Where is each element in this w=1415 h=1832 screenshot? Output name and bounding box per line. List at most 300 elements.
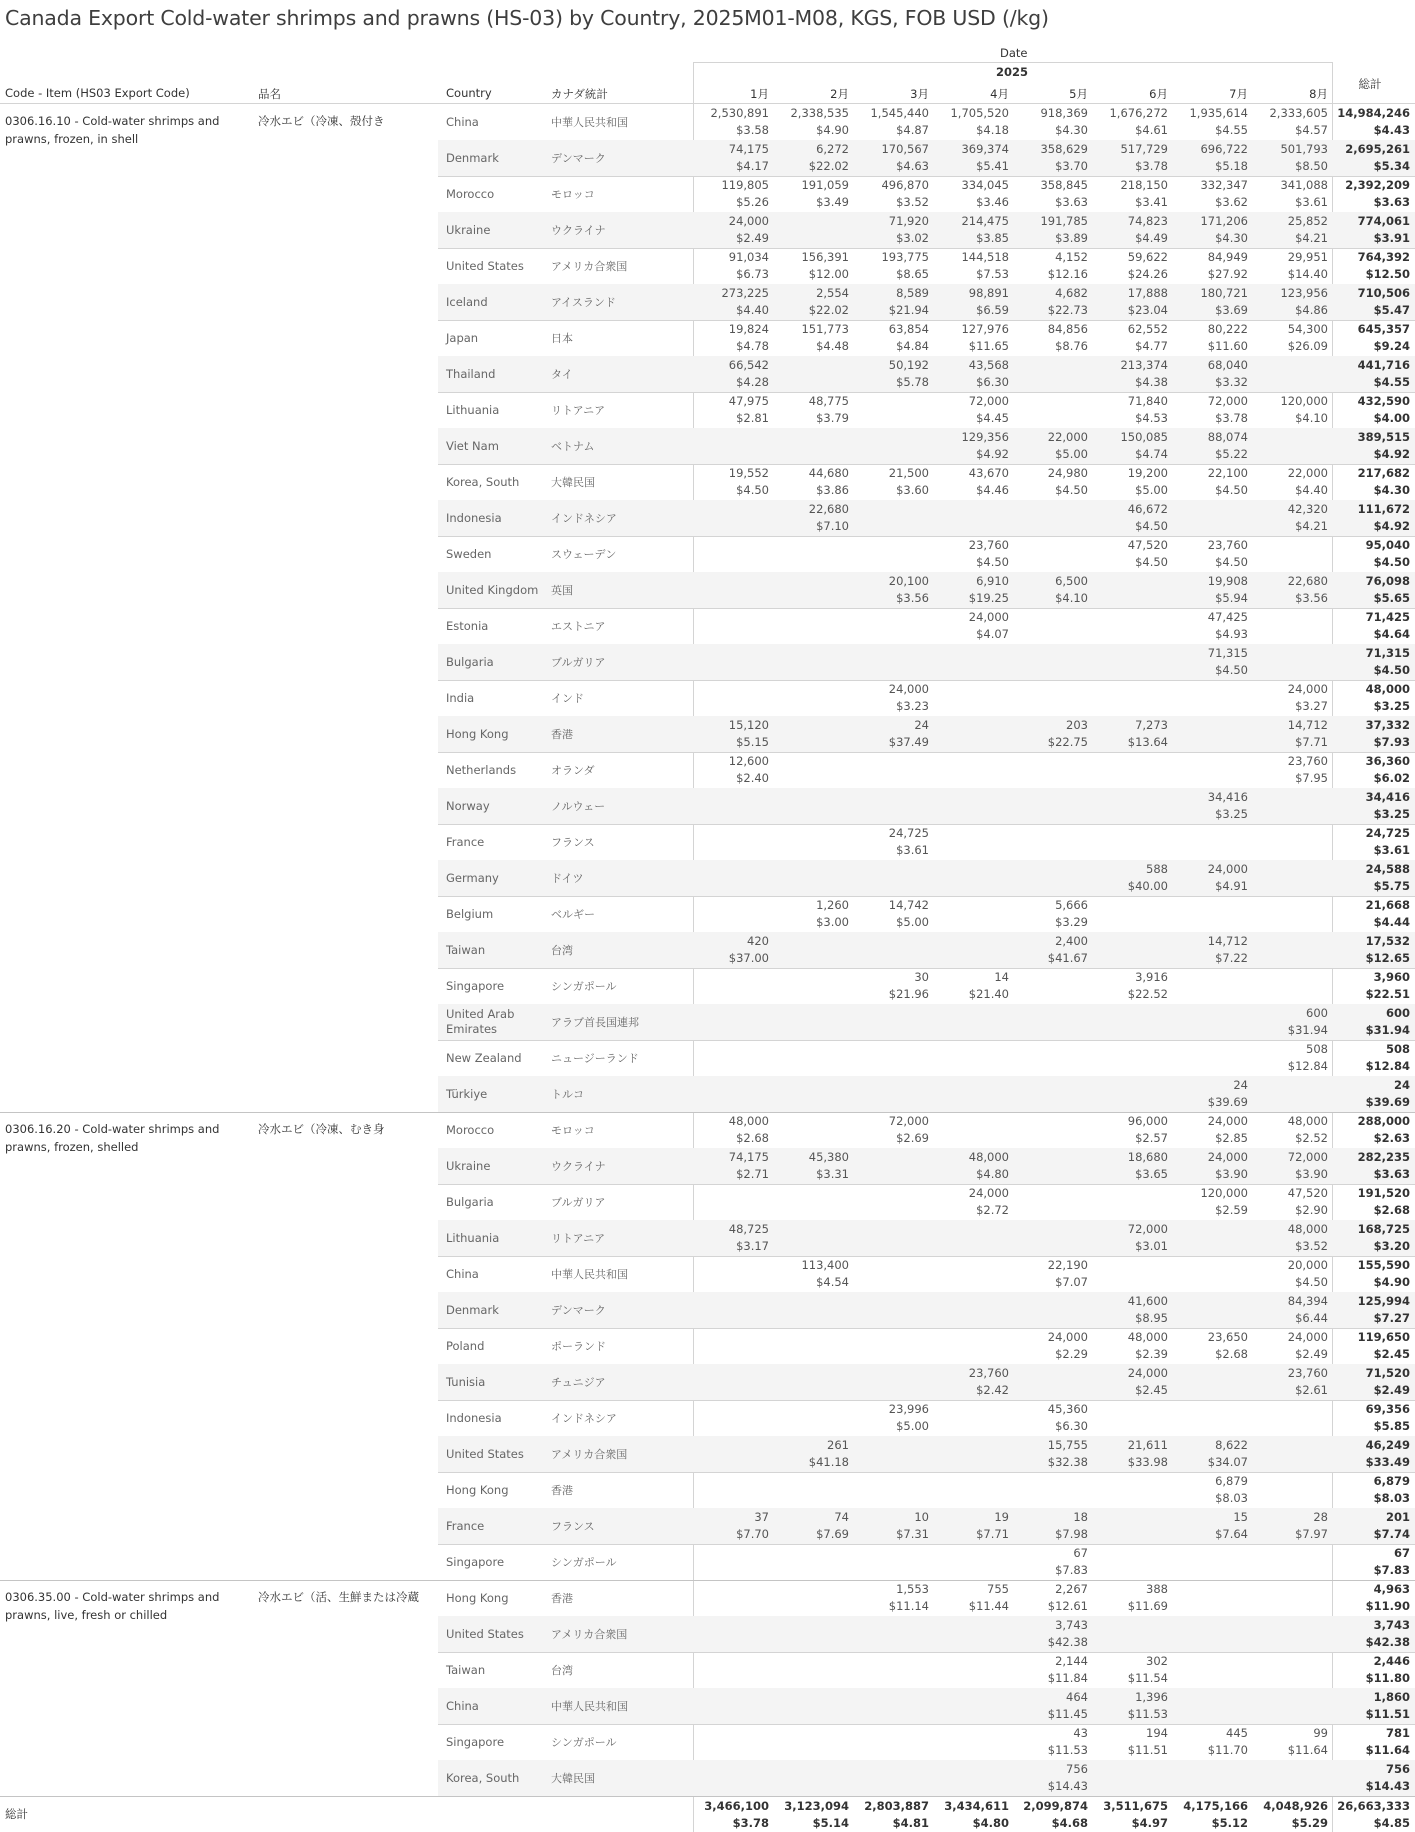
table-row[interactable] [438, 392, 1415, 428]
table-row[interactable] [438, 1544, 1415, 1580]
month-value-cell[interactable] [857, 141, 929, 175]
month-value-cell[interactable] [1016, 1257, 1088, 1291]
month-value-cell[interactable] [1176, 1077, 1248, 1111]
month-value-cell[interactable] [1256, 177, 1328, 211]
month-value-cell[interactable] [1256, 1149, 1328, 1183]
row-total-cell[interactable] [1334, 177, 1410, 211]
month-value-cell[interactable] [1096, 393, 1168, 427]
month-value-cell[interactable] [1256, 1365, 1328, 1399]
row-total-cell[interactable] [1334, 861, 1410, 895]
month-value-cell[interactable] [857, 1401, 929, 1435]
month-value-cell[interactable] [1256, 753, 1328, 787]
jp-name-column-header[interactable]: 品名 [258, 87, 281, 101]
month-value-cell[interactable] [937, 969, 1009, 1003]
table-row[interactable] [438, 320, 1415, 356]
month-value-cell[interactable] [937, 465, 1009, 499]
quantity-kg: 19 [994, 1510, 1009, 1524]
quantity-kg: 15,120 [728, 718, 769, 732]
month-value-cell[interactable] [1096, 429, 1168, 463]
month-value-cell[interactable] [937, 429, 1009, 463]
month-value-cell[interactable] [1096, 285, 1168, 319]
row-total-cell[interactable] [1334, 141, 1410, 175]
month-value-cell[interactable] [1016, 177, 1088, 211]
month-value-cell[interactable] [1096, 357, 1168, 391]
month-value-cell[interactable] [857, 573, 929, 607]
month-value-cell[interactable] [1256, 465, 1328, 499]
month-value-cell[interactable] [937, 393, 1009, 427]
month-value-cell[interactable] [1176, 1725, 1248, 1759]
month-value-cell[interactable] [1016, 897, 1088, 931]
table-row[interactable] [438, 1076, 1415, 1112]
table-row[interactable] [438, 968, 1415, 1004]
month-value-cell[interactable] [1256, 573, 1328, 607]
table-row[interactable] [438, 860, 1415, 896]
month-value-cell[interactable] [697, 753, 769, 787]
row-total-cell[interactable] [1334, 321, 1410, 355]
month-value-cell[interactable] [697, 1113, 769, 1147]
month-value-cell[interactable] [1016, 1617, 1088, 1651]
month-value-cell[interactable] [1096, 1581, 1168, 1615]
month-value-cell[interactable] [857, 717, 929, 751]
row-total-cell[interactable] [1334, 897, 1410, 931]
month-value-cell[interactable] [1096, 1329, 1168, 1363]
month-value-cell[interactable] [697, 213, 769, 247]
month-value-cell[interactable] [1016, 933, 1088, 967]
table-row[interactable] [438, 716, 1415, 752]
quantity-kg: 72,000 [1207, 394, 1248, 408]
month-value-cell[interactable] [777, 1798, 849, 1832]
month-value-cell[interactable] [1176, 1149, 1248, 1183]
row-total-cell[interactable] [1334, 645, 1410, 679]
month-value-cell[interactable] [857, 465, 929, 499]
quantity-kg: 217,682 [1357, 466, 1410, 480]
table-row[interactable] [438, 1580, 1415, 1616]
month-value-cell[interactable] [697, 321, 769, 355]
row-total-cell[interactable] [1334, 573, 1410, 607]
row-total-cell[interactable] [1334, 1545, 1410, 1579]
row-total-cell[interactable] [1334, 393, 1410, 427]
row-total-cell[interactable] [1334, 789, 1410, 823]
country-column-header[interactable]: Country [446, 86, 492, 100]
month-value-cell[interactable] [1256, 285, 1328, 319]
code-column-header[interactable]: Code - Item (HS03 Export Code) [5, 86, 190, 100]
month-value-cell[interactable] [937, 1149, 1009, 1183]
month-value-cell[interactable] [1016, 213, 1088, 247]
table-row[interactable] [438, 1184, 1415, 1220]
month-value-cell[interactable] [1016, 105, 1088, 139]
month-value-cell[interactable] [937, 1509, 1009, 1543]
month-value-cell[interactable] [857, 177, 929, 211]
month-value-cell[interactable] [1176, 429, 1248, 463]
month-value-cell[interactable] [937, 573, 1009, 607]
month-value-cell[interactable] [777, 285, 849, 319]
row-total-cell[interactable] [1334, 1617, 1410, 1651]
row-total-cell[interactable] [1334, 1401, 1410, 1435]
month-value-cell[interactable] [1176, 1113, 1248, 1147]
row-total-cell[interactable] [1334, 249, 1410, 283]
month-value-cell[interactable] [1096, 1798, 1168, 1832]
table-row[interactable] [438, 1616, 1415, 1652]
month-value-cell[interactable] [1176, 1329, 1248, 1363]
month-header[interactable]: 4月 [990, 87, 1009, 101]
month-value-cell[interactable] [697, 141, 769, 175]
month-value-cell[interactable] [937, 1365, 1009, 1399]
month-value-cell[interactable] [697, 249, 769, 283]
row-total-cell[interactable] [1334, 1437, 1410, 1471]
month-value-cell[interactable] [777, 897, 849, 931]
month-value-cell[interactable] [1096, 1113, 1168, 1147]
canada-stats-column-header[interactable]: カナダ統計 [551, 87, 608, 101]
month-value-cell[interactable] [1096, 1437, 1168, 1471]
month-value-cell[interactable] [777, 1509, 849, 1543]
month-value-cell[interactable] [1176, 609, 1248, 643]
month-value-cell[interactable] [1016, 1581, 1088, 1615]
month-value-cell[interactable] [1096, 1653, 1168, 1687]
table-row[interactable] [438, 1148, 1415, 1184]
table-row[interactable] [438, 428, 1415, 464]
table-row[interactable] [438, 284, 1415, 320]
month-value-cell[interactable] [777, 465, 849, 499]
month-value-cell[interactable] [1096, 861, 1168, 895]
month-value-cell[interactable] [1016, 1653, 1088, 1687]
month-value-cell[interactable] [1016, 141, 1088, 175]
month-value-cell[interactable] [857, 321, 929, 355]
row-total-cell[interactable] [1334, 1581, 1410, 1615]
month-value-cell[interactable] [777, 501, 849, 535]
month-value-cell[interactable] [697, 357, 769, 391]
row-total-cell[interactable] [1334, 1041, 1410, 1075]
month-value-cell[interactable] [1256, 105, 1328, 139]
month-value-cell[interactable] [937, 609, 1009, 643]
month-value-cell[interactable] [1096, 105, 1168, 139]
month-value-cell[interactable] [697, 1149, 769, 1183]
month-value-cell[interactable] [1176, 933, 1248, 967]
row-total-cell[interactable] [1334, 933, 1410, 967]
table-row[interactable] [438, 1652, 1415, 1688]
month-value-cell[interactable] [857, 681, 929, 715]
month-value-cell[interactable] [1016, 717, 1088, 751]
month-value-cell[interactable] [1016, 285, 1088, 319]
month-value-cell[interactable] [1096, 1149, 1168, 1183]
month-value-cell[interactable] [1256, 1041, 1328, 1075]
table-row[interactable] [438, 1364, 1415, 1400]
table-row[interactable] [438, 464, 1415, 500]
month-value-cell[interactable] [697, 465, 769, 499]
month-value-cell[interactable] [1176, 573, 1248, 607]
table-row[interactable] [438, 356, 1415, 392]
table-row[interactable] [438, 644, 1415, 680]
month-value-cell[interactable] [1096, 537, 1168, 571]
month-value-cell[interactable] [1256, 141, 1328, 175]
month-value-cell[interactable] [777, 177, 849, 211]
row-total-cell[interactable] [1334, 537, 1410, 571]
row-total-cell[interactable] [1334, 969, 1410, 1003]
month-value-cell[interactable] [1016, 573, 1088, 607]
table-row[interactable] [438, 1508, 1415, 1544]
month-value-cell[interactable] [1176, 1473, 1248, 1507]
row-total-cell[interactable] [1334, 753, 1410, 787]
table-row[interactable] [438, 572, 1415, 608]
table-row[interactable] [438, 104, 1415, 140]
month-value-cell[interactable] [1256, 1798, 1328, 1832]
table-row[interactable] [438, 1400, 1415, 1436]
month-value-cell[interactable] [937, 1185, 1009, 1219]
month-value-cell[interactable] [1176, 177, 1248, 211]
table-row[interactable] [438, 1760, 1415, 1796]
month-value-cell[interactable] [1016, 1689, 1088, 1723]
month-value-cell[interactable] [1096, 1725, 1168, 1759]
month-value-cell[interactable] [1256, 249, 1328, 283]
month-value-cell[interactable] [937, 141, 1009, 175]
month-value-cell[interactable] [857, 1798, 929, 1832]
table-row[interactable] [438, 1112, 1415, 1148]
row-total-cell[interactable] [1334, 429, 1410, 463]
row-total-cell[interactable] [1334, 681, 1410, 715]
month-value-cell[interactable] [697, 105, 769, 139]
month-value-cell[interactable] [937, 285, 1009, 319]
month-value-cell[interactable] [1176, 321, 1248, 355]
quantity-kg: 71,840 [1127, 394, 1168, 408]
month-value-cell[interactable] [1096, 177, 1168, 211]
month-value-cell[interactable] [777, 141, 849, 175]
month-value-cell[interactable] [937, 537, 1009, 571]
month-header[interactable]: 1月 [750, 87, 769, 101]
table-row[interactable] [438, 824, 1415, 860]
month-value-cell[interactable] [1256, 213, 1328, 247]
month-value-cell[interactable] [937, 357, 1009, 391]
row-total-cell[interactable] [1334, 1365, 1410, 1399]
table-row[interactable] [438, 212, 1415, 248]
month-value-cell[interactable] [1016, 1329, 1088, 1363]
row-total-cell[interactable] [1334, 825, 1410, 859]
month-value-cell[interactable] [1176, 105, 1248, 139]
month-value-cell[interactable] [857, 285, 929, 319]
month-header[interactable]: 5月 [1069, 87, 1088, 101]
month-value-cell[interactable] [857, 1509, 929, 1543]
month-value-cell[interactable] [1176, 141, 1248, 175]
table-row[interactable] [438, 932, 1415, 968]
row-total-cell[interactable] [1334, 1221, 1410, 1255]
row-total-cell[interactable] [1334, 1798, 1410, 1832]
month-value-cell[interactable] [1096, 1293, 1168, 1327]
month-value-cell[interactable] [1096, 1689, 1168, 1723]
month-value-cell[interactable] [1176, 537, 1248, 571]
table-row[interactable] [438, 788, 1415, 824]
row-total-cell[interactable] [1334, 213, 1410, 247]
month-value-cell[interactable] [1256, 681, 1328, 715]
month-value-cell[interactable] [1016, 1401, 1088, 1435]
month-value-cell[interactable] [1176, 645, 1248, 679]
table-row[interactable] [438, 1724, 1415, 1760]
month-value-cell[interactable] [1096, 501, 1168, 535]
month-value-cell[interactable] [1256, 1293, 1328, 1327]
row-total-cell[interactable] [1334, 1005, 1410, 1039]
month-value-cell[interactable] [1016, 249, 1088, 283]
month-value-cell[interactable] [697, 285, 769, 319]
table-row[interactable] [438, 176, 1415, 212]
month-value-cell[interactable] [1176, 249, 1248, 283]
month-value-cell[interactable] [857, 213, 929, 247]
month-value-cell[interactable] [777, 249, 849, 283]
month-value-cell[interactable] [1096, 213, 1168, 247]
row-total-cell[interactable] [1334, 1257, 1410, 1291]
month-header[interactable]: 8月 [1309, 87, 1328, 101]
month-value-cell[interactable] [1256, 1005, 1328, 1039]
table-row[interactable] [438, 1256, 1415, 1292]
month-value-cell[interactable] [697, 1221, 769, 1255]
month-value-cell[interactable] [777, 105, 849, 139]
quantity-kg: 6,910 [976, 574, 1009, 588]
month-value-cell[interactable] [1016, 1437, 1088, 1471]
row-total-cell[interactable] [1334, 1149, 1410, 1183]
table-row[interactable] [438, 536, 1415, 572]
month-value-cell[interactable] [1176, 213, 1248, 247]
month-value-cell[interactable] [1016, 1798, 1088, 1832]
month-value-cell[interactable] [1016, 429, 1088, 463]
month-value-cell[interactable] [1096, 1365, 1168, 1399]
month-value-cell[interactable] [1256, 321, 1328, 355]
month-value-cell[interactable] [937, 249, 1009, 283]
month-value-cell[interactable] [1256, 1185, 1328, 1219]
month-value-cell[interactable] [1176, 861, 1248, 895]
month-value-cell[interactable] [857, 357, 929, 391]
month-value-cell[interactable] [1176, 1798, 1248, 1832]
row-total-cell[interactable] [1334, 1761, 1410, 1795]
quantity-kg: 46,249 [1365, 1438, 1410, 1452]
month-value-cell[interactable] [1176, 285, 1248, 319]
table-row[interactable] [438, 1004, 1415, 1040]
month-value-cell[interactable] [857, 825, 929, 859]
month-value-cell[interactable] [937, 177, 1009, 211]
month-value-cell[interactable] [1256, 1329, 1328, 1363]
table-row[interactable] [438, 608, 1415, 644]
row-total-cell[interactable] [1334, 1185, 1410, 1219]
table-row[interactable] [438, 1292, 1415, 1328]
month-value-cell[interactable] [1256, 501, 1328, 535]
month-value-cell[interactable] [1256, 393, 1328, 427]
month-value-cell[interactable] [1096, 1221, 1168, 1255]
month-value-cell[interactable] [697, 717, 769, 751]
row-total-cell[interactable] [1334, 717, 1410, 751]
quantity-kg: 600 [1306, 1006, 1328, 1020]
month-value-cell[interactable] [857, 1113, 929, 1147]
month-value-cell[interactable] [777, 393, 849, 427]
month-value-cell[interactable] [777, 1437, 849, 1471]
row-total-cell[interactable] [1334, 1293, 1410, 1327]
month-value-cell[interactable] [697, 177, 769, 211]
row-total-cell[interactable] [1334, 1473, 1410, 1507]
row-total-cell[interactable] [1334, 1653, 1410, 1687]
table-row[interactable] [438, 896, 1415, 932]
month-value-cell[interactable] [1016, 1761, 1088, 1795]
month-value-cell[interactable] [1176, 1509, 1248, 1543]
row-total-cell[interactable] [1334, 501, 1410, 535]
month-value-cell[interactable] [777, 321, 849, 355]
month-value-cell[interactable] [1256, 1725, 1328, 1759]
month-header[interactable]: 2月 [830, 87, 849, 101]
table-row[interactable] [438, 1472, 1415, 1508]
month-value-cell[interactable] [937, 213, 1009, 247]
table-row[interactable] [438, 248, 1415, 284]
month-value-cell[interactable] [857, 105, 929, 139]
row-total-cell[interactable] [1334, 357, 1410, 391]
row-total-cell[interactable] [1334, 1689, 1410, 1723]
month-header[interactable]: 6月 [1149, 87, 1168, 101]
row-total-cell[interactable] [1334, 1329, 1410, 1363]
table-row[interactable] [438, 1040, 1415, 1076]
total-column-header[interactable]: 総計 [1358, 77, 1382, 91]
month-header[interactable]: 7月 [1229, 87, 1248, 101]
month-value-cell[interactable] [1176, 1185, 1248, 1219]
month-value-cell[interactable] [1016, 1725, 1088, 1759]
row-total-cell[interactable] [1334, 1113, 1410, 1147]
table-row[interactable] [438, 1220, 1415, 1256]
month-value-cell[interactable] [1176, 1437, 1248, 1471]
month-value-cell[interactable] [1096, 465, 1168, 499]
month-value-cell[interactable] [857, 969, 929, 1003]
table-row[interactable] [438, 1688, 1415, 1724]
month-value-cell[interactable] [937, 321, 1009, 355]
month-value-cell[interactable] [1176, 789, 1248, 823]
month-value-cell[interactable] [697, 1798, 769, 1832]
month-value-cell[interactable] [937, 1581, 1009, 1615]
table-row[interactable] [438, 680, 1415, 716]
table-row[interactable] [438, 752, 1415, 788]
month-header[interactable]: 3月 [910, 87, 929, 101]
month-value-cell[interactable] [1016, 321, 1088, 355]
month-value-cell[interactable] [1096, 249, 1168, 283]
month-value-cell[interactable] [777, 1149, 849, 1183]
month-value-cell[interactable] [1096, 141, 1168, 175]
month-value-cell[interactable] [1256, 1221, 1328, 1255]
row-total-cell[interactable] [1334, 1077, 1410, 1111]
month-value-cell[interactable] [857, 897, 929, 931]
month-value-cell[interactable] [1256, 1113, 1328, 1147]
month-value-cell[interactable] [937, 1798, 1009, 1832]
month-value-cell[interactable] [1016, 1545, 1088, 1579]
table-row[interactable] [438, 1328, 1415, 1364]
table-row[interactable] [438, 1436, 1415, 1472]
month-value-cell[interactable] [857, 249, 929, 283]
month-value-cell[interactable] [1096, 969, 1168, 1003]
table-row[interactable] [438, 140, 1415, 176]
month-value-cell[interactable] [1256, 717, 1328, 751]
row-total-cell[interactable] [1334, 1725, 1410, 1759]
month-value-cell[interactable] [697, 1509, 769, 1543]
month-value-cell[interactable] [777, 1257, 849, 1291]
month-value-cell[interactable] [1176, 357, 1248, 391]
quantity-kg: 508 [1385, 1042, 1410, 1056]
table-row[interactable] [438, 500, 1415, 536]
month-value-cell[interactable] [1176, 465, 1248, 499]
month-value-cell[interactable] [1176, 393, 1248, 427]
month-value-cell[interactable] [937, 105, 1009, 139]
month-value-cell[interactable] [1016, 1509, 1088, 1543]
row-total-cell[interactable] [1334, 1509, 1410, 1543]
month-value-cell[interactable] [697, 933, 769, 967]
month-value-cell[interactable] [1016, 465, 1088, 499]
row-total-cell[interactable] [1334, 465, 1410, 499]
row-total-cell[interactable] [1334, 285, 1410, 319]
month-value-cell[interactable] [1096, 321, 1168, 355]
row-total-cell[interactable] [1334, 609, 1410, 643]
month-value-cell[interactable] [1096, 717, 1168, 751]
month-value-cell[interactable] [857, 1581, 929, 1615]
month-value-cell[interactable] [1256, 1509, 1328, 1543]
row-total-cell[interactable] [1334, 105, 1410, 139]
month-value-cell[interactable] [1256, 1257, 1328, 1291]
month-value-cell[interactable] [697, 393, 769, 427]
